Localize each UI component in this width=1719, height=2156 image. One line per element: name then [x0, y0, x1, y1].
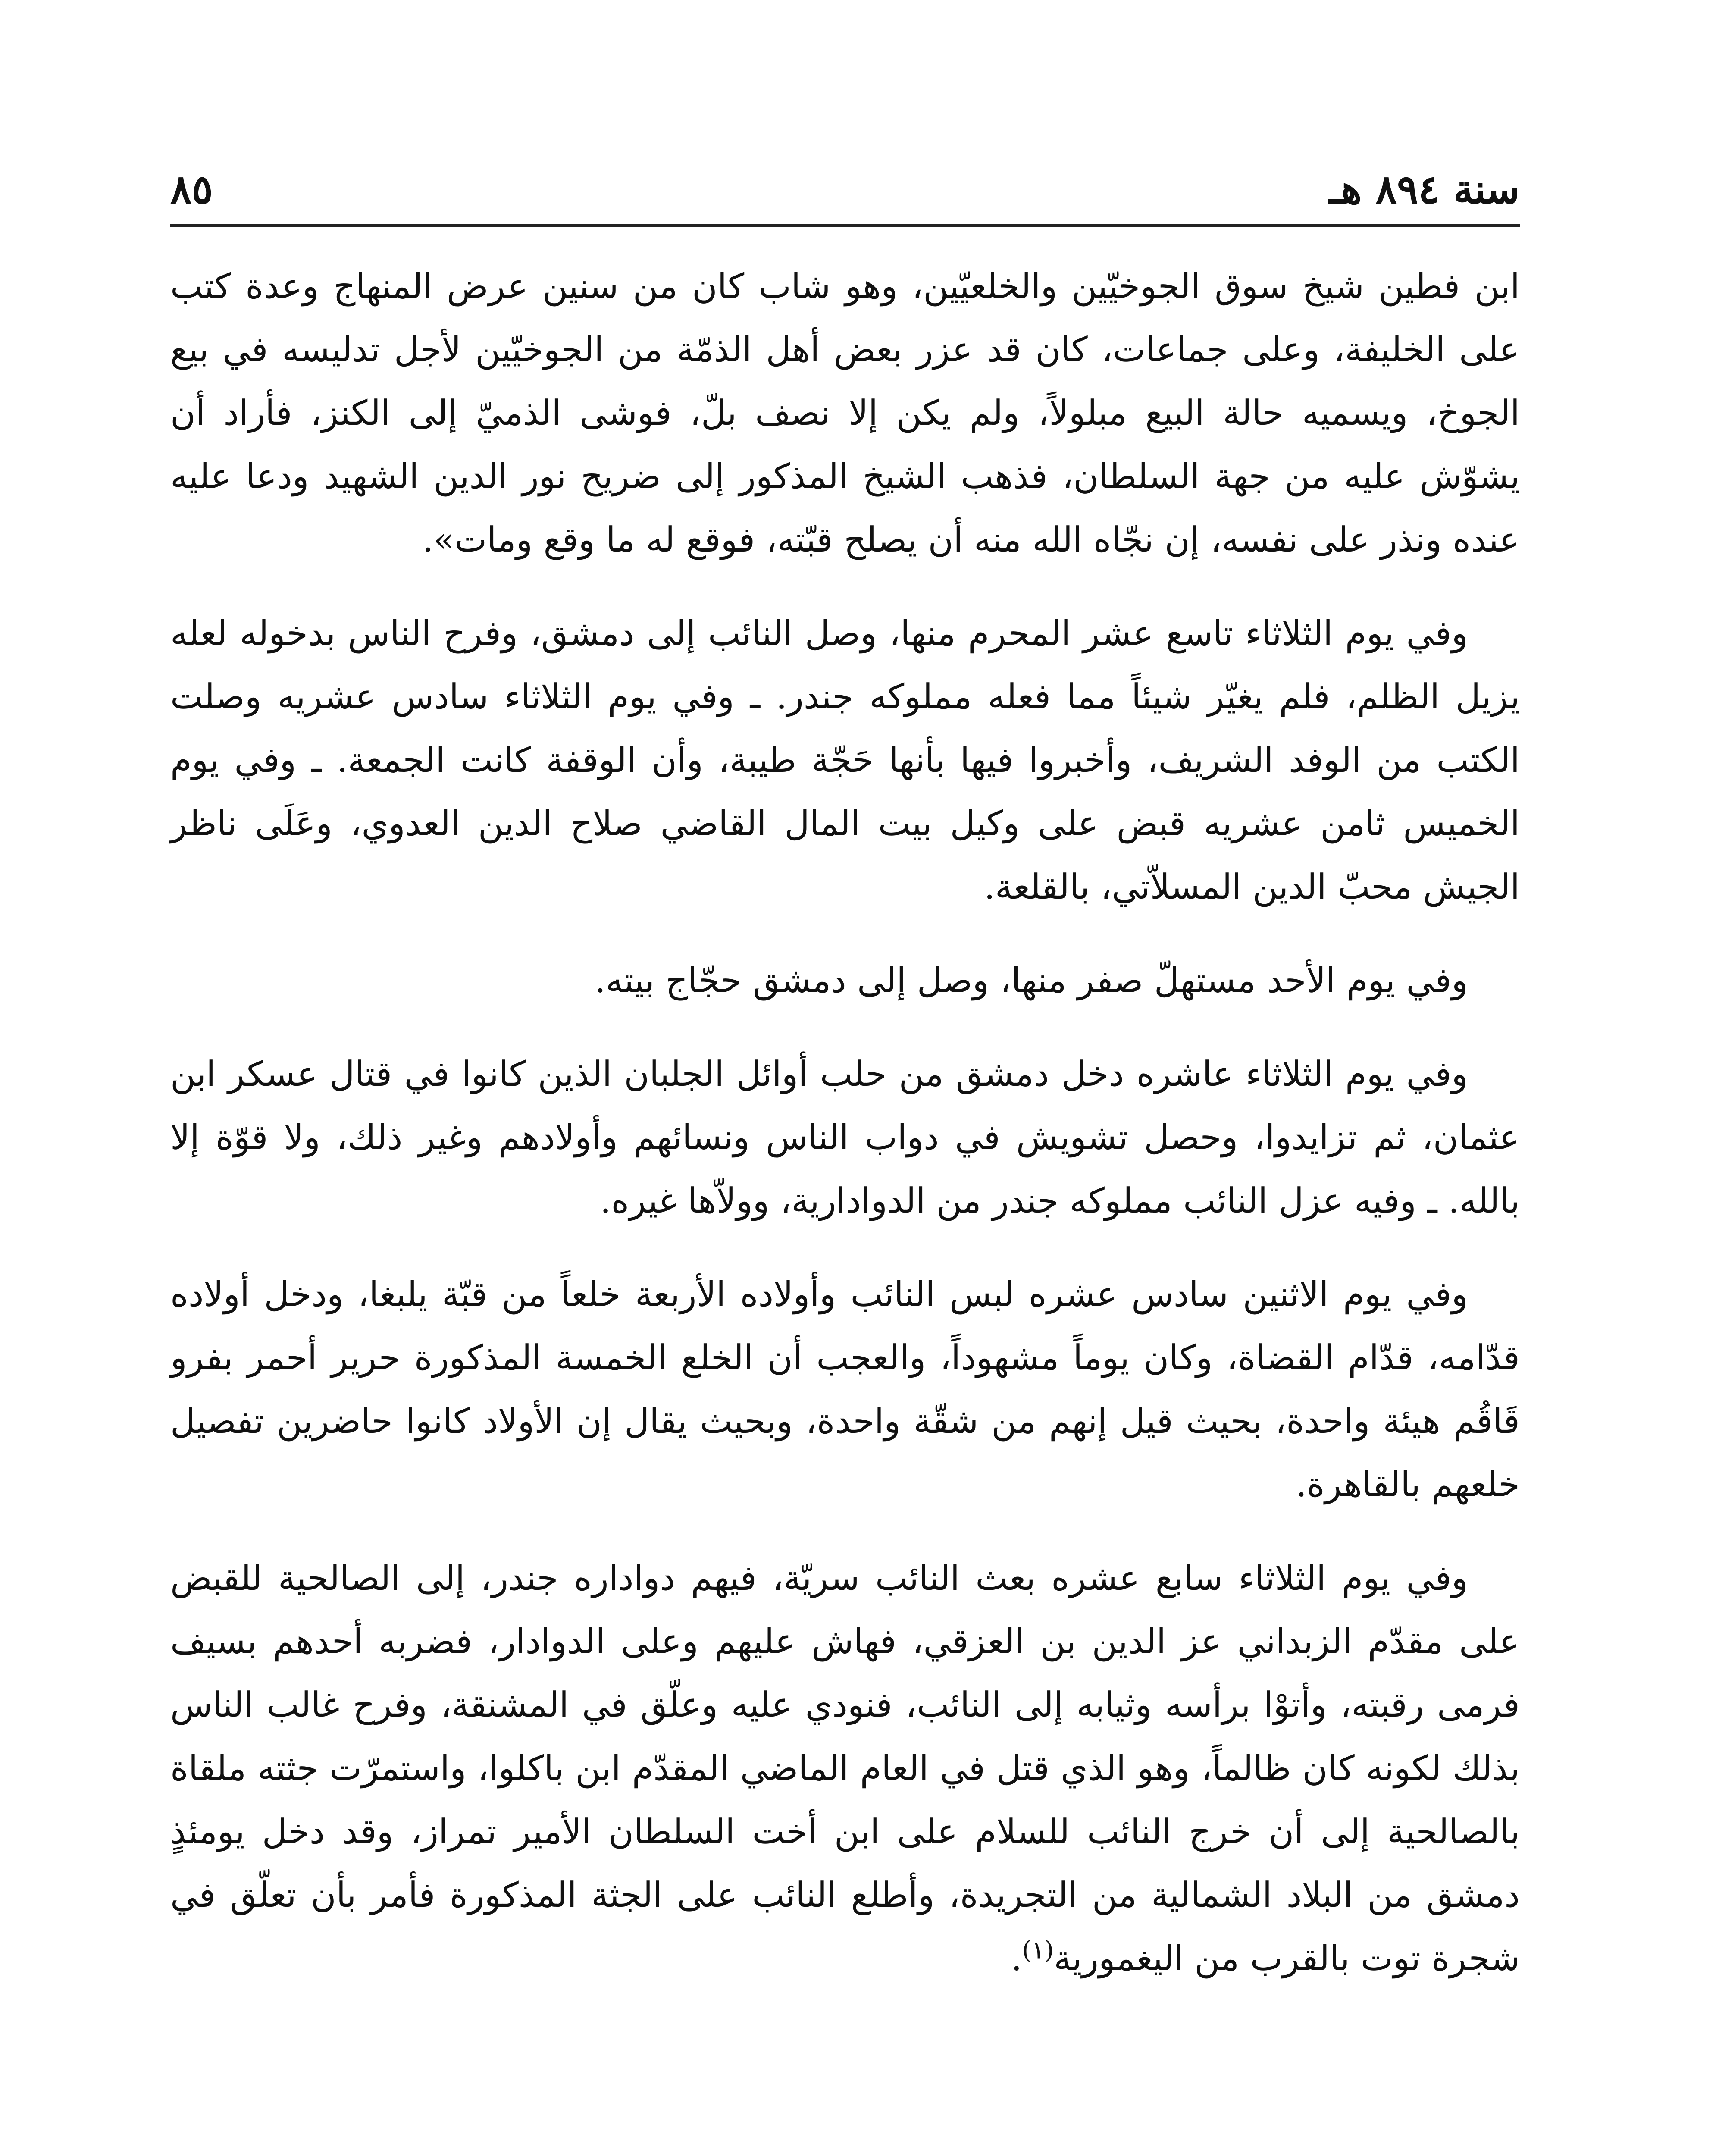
paragraph: وفي يوم الثلاثاء عاشره دخل دمشق من حلب أوائل الجلبان الذين كانوا في قتال عسكر ابن عثمان، ثم تزايدوا، وحصل تشويش في دواب الناس ونسائهم وأولادهم وغير ذلك، ولا قوّة إلا بالله. ـ وفيه عزل النائب مملوكه جندر من الدوادارية، وولاّها غيره. [170, 1054, 1520, 1221]
header-rule [170, 224, 1520, 227]
body-text [170, 254, 1520, 2020]
running-head-year: سنة ٨٩٤ هـ [1329, 166, 1520, 213]
page-header [170, 155, 1520, 224]
paragraph: وفي يوم الاثنين سادس عشره لبس النائب وأولاده الأربعة خلعاً من قبّة يلبغا، ودخل أولاده قدّامه، قدّام القضاة، وكان يوماً مشهوداً، والعجب أن الخلع الخمسة المذكورة حرير أحمر بفرو قَاقُم هيئة واحدة، بحيث قيل إنهم من شقّة واحدة، وبحيث يقال إن الأولاد كانوا حاضرين تفصيل خلعهم بالقاهرة. [170, 1274, 1520, 1504]
paragraph-text: وفي يوم الثلاثاء سابع عشره بعث النائب سريّة، فيهم دواداره جندر، إلى الصالحية للقبض على مقدّم الزبداني عز الدين بن العزقي، فهاش عليهم وعلى الدوادار، فضربه أحدهم بسيف فرمى رقبته، وأتوْا برأسه وثيابه إلى النائب، فنودي عليه وعلّق في المشنقة، وفرح غالب الناس بذلك لكونه كان ظالماً، وهو الذي قتل في العام الماضي المقدّم ابن باكلوا، واستمرّت جثته ملقاة بالصالحية إلى أن خرج النائب للسلام على ابن أخت السلطان الأمير تمراز، وقد دخل يومئذٍ دمشق من البلاد الشمالية من التجريدة، وأطلع النائب على الجثة المذكورة فأمر بأن تعلّق في شجرة توت بالقرب من اليغمورية [170, 1558, 1520, 1978]
paragraph-end: . [1011, 1938, 1022, 1978]
paragraph: وفي يوم الأحد مستهلّ صفر منها، وصل إلى دمشق حجّاج بيته. [595, 960, 1468, 1000]
footnote-marker[interactable]: (١) [1022, 1936, 1054, 1965]
page-number: ٨٥ [170, 166, 213, 213]
paragraph-last [170, 1546, 1520, 1990]
paragraph: ابن فطين شيخ سوق الجوخيّين والخلعيّين، وهو شاب كان من سنين عرض المنهاج وعدة كتب على الخليفة، وعلى جماعات، كان قد عزر بعض أهل الذمّة من الجوخيّين لأجل تدليسه في بيع الجوخ، ويسميه حالة البيع مبلولاً، ولم يكن إلا نصف بلّ، فوشى الذميّ إلى الكنز، فأراد أن يشوّش عليه من جهة السلطان، فذهب الشيخ المذكور إلى ضريح نور الدين الشهيد ودعا عليه عنده ونذر على نفسه، إن نجّاه الله منه أن يصلح قبّته، فوقع له ما وقع ومات». [170, 266, 1520, 560]
paragraph: وفي يوم الثلاثاء تاسع عشر المحرم منها، وصل النائب إلى دمشق، وفرح الناس بدخوله لعله يزيل الظلم، فلم يغيّر شيئاً مما فعله مملوكه جندر. ـ وفي يوم الثلاثاء سادس عشريه وصلت الكتب من الوفد الشريف، وأخبروا فيها بأنها حَجّة طيبة، وأن الوقفة كانت الجمعة. ـ وفي يوم الخميس ثامن عشريه قبض على وكيل بيت المال القاضي صلاح الدين العدوي، وعَلَى ناظر الجيش محبّ الدين المسلاّتي، بالقلعة. [170, 613, 1520, 907]
